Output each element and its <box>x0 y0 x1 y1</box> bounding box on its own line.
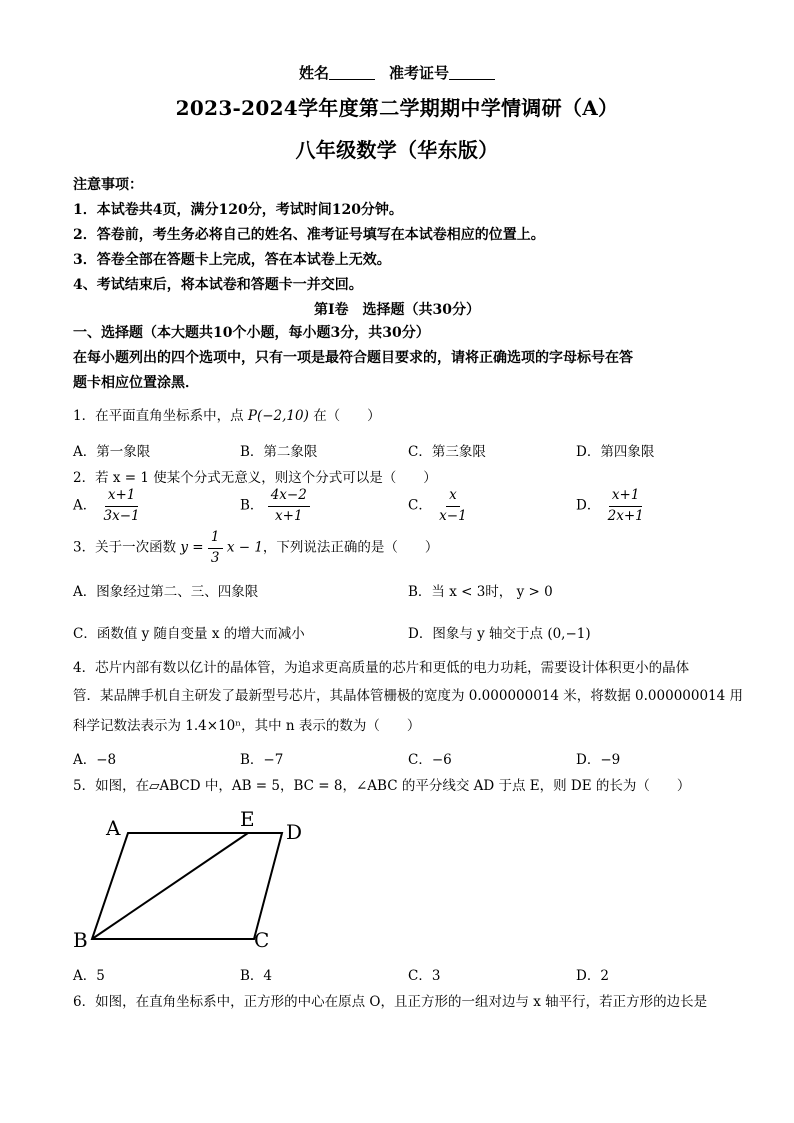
q1-option-c: C．第三象限 <box>408 444 486 460</box>
part-title: 一、选择题（本大题共10个小题，每小题3分，共30分） <box>73 325 430 341</box>
fraction-denominator: x−1 <box>439 507 467 524</box>
vertex-label-c: C <box>254 928 270 952</box>
notice-item-3: 3．答卷全部在答题卡上完成，答在本试卷上无效。 <box>73 252 391 268</box>
q2-option-a-label: A． <box>73 497 97 514</box>
q3-func-rhs: x − 1 <box>226 539 263 556</box>
q3-stem-text: 3．关于一次函数 <box>73 539 177 556</box>
instruction-line-1: 在每小题列出的四个选项中，只有一项是最符合题目要求的，请将正确选项的字母标号在答 <box>73 350 633 366</box>
q1-option-b: B．第二象限 <box>240 444 318 460</box>
question-5-stem: 5．如图，在▱ABCD 中，AB = 5，BC = 8，∠ABC 的平分线交 AD 于点 E，则 DE 的长为（ ） <box>73 778 691 794</box>
notice-item-4: 4、考试结束后，将本试卷和答题卡一并交回。 <box>73 277 363 293</box>
question-3-stem <box>73 530 438 566</box>
notice-heading: 注意事项： <box>73 177 143 193</box>
fraction-numerator: x <box>446 488 460 507</box>
name-label: 姓名 <box>298 64 329 82</box>
notice-item-2: 2．答卷前，考生务必将自己的姓名、准考证号填写在本试卷相应的位置上。 <box>73 227 545 243</box>
q3-option-d: D．图象与 y 轴交于点 (0,−1) <box>408 626 591 642</box>
instruction-line-2: 题卡相应位置涂黑． <box>73 375 199 391</box>
q2-option-c-fraction <box>436 488 470 524</box>
q1-point: P(−2,10) <box>247 408 309 424</box>
fraction-numerator: 4x−2 <box>268 488 310 507</box>
question-1-stem <box>73 404 381 424</box>
fraction-denominator: 2x+1 <box>607 507 644 524</box>
fraction-denominator: 3 <box>210 549 220 566</box>
q3-option-b: B．当 x < 3时， y > 0 <box>408 584 553 600</box>
q2-option-a <box>73 488 143 524</box>
q5-option-b: B．4 <box>240 968 273 984</box>
q4-option-b: B．−7 <box>240 752 284 768</box>
fraction-denominator: 3x−1 <box>103 507 140 524</box>
exam-number-label: 准考证号 <box>389 64 450 82</box>
parallelogram-figure <box>70 805 320 955</box>
bisector-be <box>92 833 248 939</box>
q2-option-c <box>408 488 470 524</box>
vertex-label-b: B <box>73 928 88 952</box>
question-2-stem: 2．若 x = 1 使某个分式无意义，则这个分式可以是（ ） <box>73 470 437 486</box>
q3-func-lhs: y = <box>180 539 204 556</box>
q2-option-b-fraction <box>268 488 310 524</box>
q5-option-c: C．3 <box>408 968 441 984</box>
q2-option-b-label: B． <box>240 497 264 514</box>
exam-subtitle: 八年级数学（华东版） <box>295 138 499 162</box>
q1-stem-text: 1．在平面直角坐标系中，点 <box>73 408 244 424</box>
parallelogram-abcd <box>92 833 282 939</box>
q4-option-c: C．−6 <box>408 752 452 768</box>
q2-option-d-label: D． <box>576 497 601 514</box>
q4-option-a: A．−8 <box>73 752 117 768</box>
fraction-numerator: x+1 <box>609 488 643 507</box>
q2-option-d-fraction <box>605 488 647 524</box>
q2-option-c-label: C． <box>408 497 432 514</box>
fraction-numerator: x+1 <box>105 488 139 507</box>
q1-stem-end: 在（ ） <box>313 408 381 424</box>
vertex-label-a: A <box>106 816 121 840</box>
q5-option-a: A．5 <box>73 968 105 984</box>
exam-title: 2023-2024学年度第二学期期中学情调研（A） <box>175 96 619 120</box>
question-4-line-1: 4．芯片内部有数以亿计的晶体管，为追求更高质量的芯片和更低的电力功耗，需要设计体积更小的晶体 <box>73 660 690 676</box>
q1-option-a: A．第一象限 <box>73 444 151 460</box>
exam-number-blank <box>449 65 495 80</box>
fraction-numerator: 1 <box>208 530 223 549</box>
q3-stem-end: ，下列说法正确的是（ ） <box>262 539 439 556</box>
q5-option-d: D．2 <box>576 968 609 984</box>
q2-option-b <box>240 488 310 524</box>
q4-option-d: D．−9 <box>576 752 621 768</box>
q3-func-fraction <box>208 530 223 566</box>
q1-option-d: D．第四象限 <box>576 444 655 460</box>
header-fields <box>0 62 794 83</box>
question-4-line-2: 管．某品牌手机自主研发了最新型号芯片，其晶体管栅极的宽度为 0.000000014 米，将数据 0.000000014 用 <box>73 688 744 704</box>
notice-item-1: 1．本试卷共4页，满分120分，考试时间120分钟。 <box>73 202 403 218</box>
q2-option-d <box>576 488 647 524</box>
fraction-denominator: x+1 <box>275 507 303 524</box>
q2-option-a-fraction <box>101 488 143 524</box>
name-blank <box>329 65 375 80</box>
section-heading: 第Ⅰ卷 选择题（共30分） <box>313 302 481 318</box>
q3-option-c: C．函数值 y 随自变量 x 的增大而减小 <box>73 626 305 642</box>
question-4-line-3: 科学记数法表示为 1.4×10ⁿ，其中 n 表示的数为（ ） <box>73 718 421 734</box>
q3-option-a: A．图象经过第二、三、四象限 <box>73 584 259 600</box>
question-6-stem: 6．如图，在直角坐标系中，正方形的中心在原点 O，且正方形的一组对边与 x 轴平行，若正方形的边长是 <box>73 994 708 1010</box>
vertex-label-d: D <box>286 820 303 844</box>
vertex-label-e: E <box>240 807 255 831</box>
